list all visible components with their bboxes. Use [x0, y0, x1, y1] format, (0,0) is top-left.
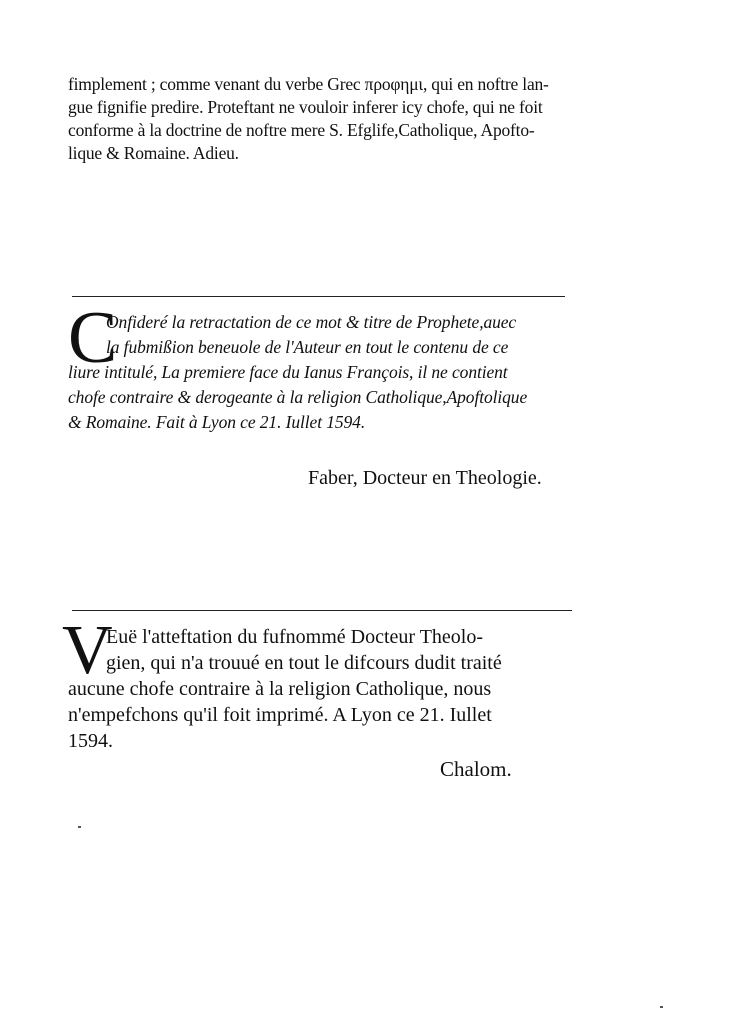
- permission-line-4: n'empefchons qu'il foit imprimé. A Lyon ce 21. Iullet: [68, 704, 492, 726]
- ink-speck: [660, 1006, 663, 1008]
- permission-signature: Chalom.: [440, 757, 512, 781]
- divider-rule-1: [72, 296, 565, 297]
- approbation-line-5: & Romaine. Fait à Lyon ce 21. Iullet 1594.: [68, 412, 366, 432]
- permission-line-5: 1594.: [68, 730, 113, 752]
- approbation-line-4: chofe contraire & derogeante à la religion Catholique,Apoftolique: [68, 387, 528, 407]
- approbation-dropcap: C: [68, 297, 118, 379]
- approbation-line-2: la fubmißion beneuole de l'Auteur en tout le contenu de ce: [106, 337, 509, 357]
- ink-speck: [78, 826, 81, 828]
- approbation-line-1: Onfideré la retractation de ce mot & titre de Prophete,auec: [106, 312, 517, 332]
- top-line-3: conforme à la doctrine de noftre mere S. Efglife,Catholique, Apofto-: [68, 120, 535, 140]
- permission-dropcap: V: [62, 612, 113, 689]
- approbation-signature: Faber, Docteur en Theologie.: [308, 467, 542, 489]
- top-line-1: fimplement ; comme venant du verbe Grec προφημι, qui en noftre lan-: [68, 74, 549, 94]
- top-line-4: lique & Romaine. Adieu.: [68, 143, 239, 163]
- top-line-2: gue fignifie predire. Proteftant ne vouloir inferer icy chofe, qui ne foit: [68, 97, 543, 117]
- permission-line-1: Euë l'atteftation du fufnommé Docteur Theolo-: [106, 626, 484, 648]
- permission-line-3: aucune chofe contraire à la religion Catholique, nous: [68, 678, 492, 700]
- divider-rule-2: [72, 610, 572, 611]
- approbation-line-3: liure intitulé, La premiere face du Ianus François, il ne contient: [68, 362, 508, 382]
- permission-line-2: gien, qui n'a trouué en tout le difcours dudit traité: [106, 652, 502, 674]
